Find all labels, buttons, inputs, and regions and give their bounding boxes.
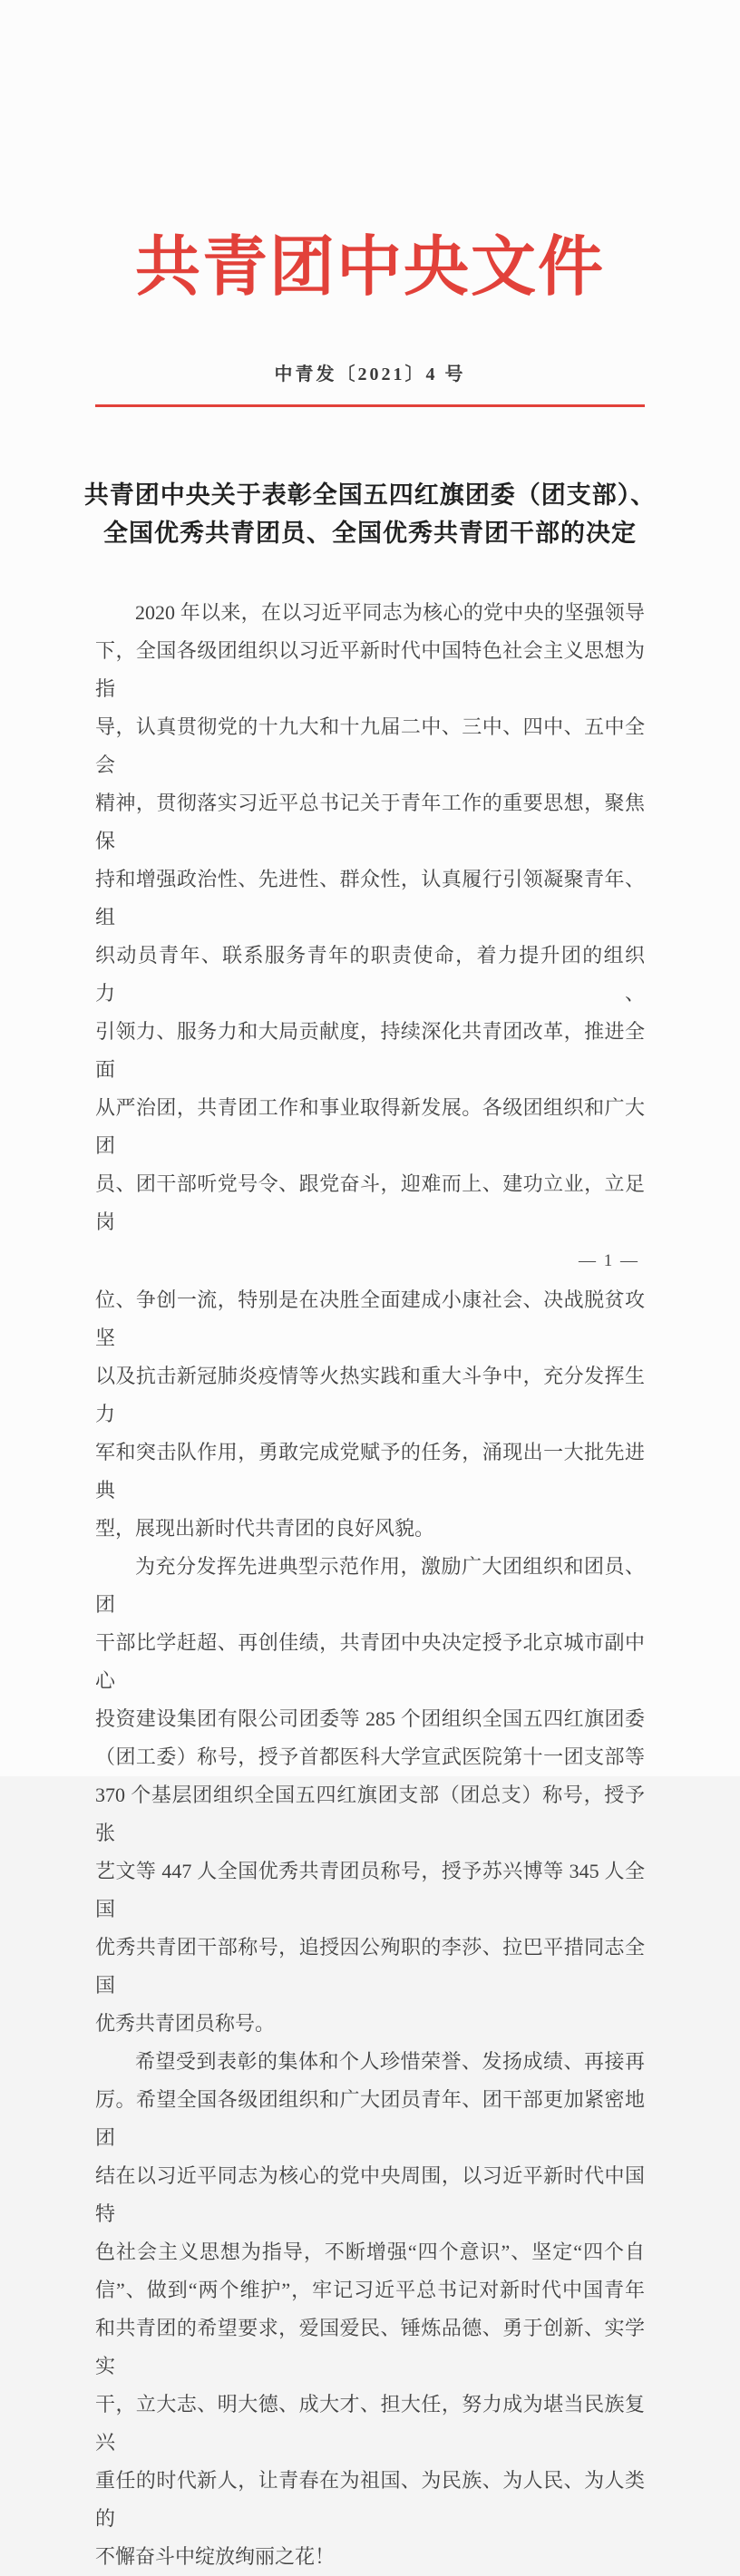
- body-line: 投资建设集团有限公司团委等 285 个团组织全国五四红旗团委: [95, 1707, 645, 1730]
- document-title-line1: 共青团中央关于表彰全国五四红旗团委（团支部）、: [83, 481, 657, 509]
- body-line: 精神，贯彻落实习近平总书记关于青年工作的重要思想，聚焦保: [95, 792, 645, 852]
- body-text-page1: [95, 594, 645, 1241]
- body-line: 重任的时代新人，让青春在为祖国、为民族、为人民、为人类的: [95, 2469, 645, 2530]
- body-line: 不懈奋斗中绽放绚丽之花！: [95, 2545, 336, 2568]
- body-line: 艺文等 447 人全国优秀共青团员称号，授予苏兴博等 345 人全国: [95, 1860, 645, 1920]
- body-line: （团工委）称号，授予首都医科大学宣武医院第十一团支部等: [95, 1745, 645, 1768]
- body-line: 厉。希望全国各级团组织和广大团员青年、团干部更加紧密地团: [95, 2088, 645, 2149]
- body-line: 2020 年以来，在以习近平同志为核心的党中央的坚强领导: [135, 601, 645, 624]
- document-title: [0, 476, 740, 552]
- body-line: 持和增强政治性、先进性、群众性，认真履行引领凝聚青年、组: [95, 868, 645, 928]
- body-line: 导，认真贯彻党的十九大和十九届二中、三中、四中、五中全会: [95, 715, 645, 776]
- body-line: 优秀共青团干部称号，追授因公殉职的李莎、拉巴平措同志全国: [95, 1936, 645, 1997]
- body-line: 干部比学赶超、再创佳绩，共青团中央决定授予北京城市副中心: [95, 1631, 645, 1692]
- body-line: 织动员青年、联系服务青年的职责使命，着力提升团的组织力、: [95, 944, 645, 1005]
- body-line: 型，展现出新时代共青团的良好风貌。: [95, 1517, 435, 1540]
- body-line: 员、团干部听党号令、跟党奋斗，迎难而上、建功立业，立足岗: [95, 1172, 645, 1233]
- body-line: 希望受到表彰的集体和个人珍惜荣誉、发扬成绩、再接再: [135, 2050, 645, 2073]
- body-line: 下，全国各级团组织以习近平新时代中国特色社会主义思想为指: [95, 639, 645, 700]
- body-line: 370 个基层团组织全国五四红旗团支部（团总支）称号，授予张: [95, 1784, 645, 1844]
- body-line: 军和突击队作用，勇敢完成党赋予的任务，涌现出一大批先进典: [95, 1441, 645, 1502]
- body-line: 位、争创一流，特别是在决胜全面建成小康社会、决战脱贫攻坚: [95, 1288, 645, 1349]
- body-line: 信”、做到“两个维护”，牢记习近平总书记对新时代中国青年: [95, 2279, 645, 2301]
- body-line: 优秀共青团员称号。: [95, 2012, 276, 2035]
- body-text-page2: [95, 1281, 645, 2576]
- document-title-line2: 全国优秀共青团员、全国优秀共青团干部的决定: [103, 520, 637, 547]
- body-line: 和共青团的希望要求，爱国爱民、锤炼品德、勇于创新、实学实: [95, 2317, 645, 2377]
- page-number: — 1 —: [579, 1251, 639, 1270]
- red-separator-line: [95, 404, 645, 407]
- letterhead-title: 共青团中央文件: [134, 231, 605, 304]
- body-line: 为充分发挥先进典型示范作用，激励广大团组织和团员、团: [95, 1555, 645, 1616]
- body-line: 色社会主义思想为指导，不断增强“四个意识”、坚定“四个自: [95, 2241, 645, 2263]
- body-line: 从严治团，共青团工作和事业取得新发展。各级团组织和广大团: [95, 1096, 645, 1157]
- body-line: 结在以习近平同志为核心的党中央周围，以习近平新时代中国特: [95, 2164, 645, 2225]
- body-line: 以及抗击新冠肺炎疫情等火热实践和重大斗争中，充分发挥生力: [95, 1365, 645, 1425]
- body-line: 引领力、服务力和大局贡献度，持续深化共青团改革，推进全面: [95, 1020, 645, 1081]
- document-number: 中青发〔2021〕4 号: [274, 365, 466, 384]
- body-line: 干，立大志、明大德、成大才、担大任，努力成为堪当民族复兴: [95, 2393, 645, 2454]
